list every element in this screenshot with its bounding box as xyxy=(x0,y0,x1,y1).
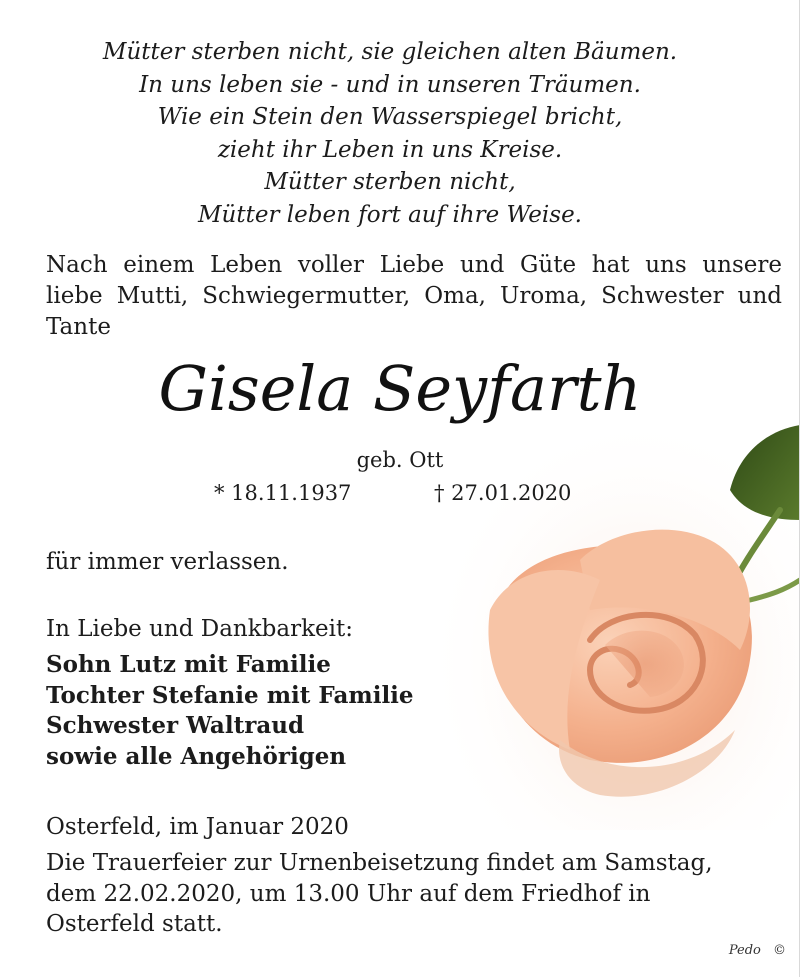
intro-line: Nach einem Leben voller Liebe und Güte hat uns unsere xyxy=(46,252,782,278)
family-member: Schwester Waltraud xyxy=(46,712,305,739)
birth-name: geb. Ott xyxy=(356,448,444,472)
verlassen-text: für immer verlassen. xyxy=(46,549,289,575)
dankbarkeit-text: In Liebe und Dankbarkeit: xyxy=(46,616,353,642)
rose-illustration xyxy=(440,410,800,830)
deceased-name-text: Gisela Seyfarth xyxy=(158,352,642,425)
death-date: † 27.01.2020 xyxy=(434,481,572,505)
poem-line: In uns leben sie - und in unseren Träumen. xyxy=(139,71,641,98)
ceremony-line: dem 22.02.2020, um 13.00 Uhr auf dem Friedhof in xyxy=(46,880,651,907)
deceased-name xyxy=(150,330,650,460)
family-member: sowie alle Angehörigen xyxy=(46,742,347,770)
poem-line: Wie ein Stein den Wasserspiegel bricht, xyxy=(157,104,623,130)
ceremony-line: Die Trauerfeier zur Urnenbeisetzung findet am Samstag, xyxy=(46,850,713,876)
footer xyxy=(729,943,786,969)
intro-line: Tante xyxy=(46,314,111,340)
birth-date: * 18.11.1937 xyxy=(214,481,352,505)
family-list xyxy=(46,650,414,772)
place-date: Osterfeld, im Januar 2020 xyxy=(46,814,349,840)
intro-line: liebe Mutti, Schwiegermutter, Oma, Uroma, Schwester und xyxy=(46,283,782,309)
family-member: Sohn Lutz mit Familie xyxy=(46,651,331,678)
copyright-icon: © xyxy=(773,943,786,958)
family-member: Tochter Stefanie mit Familie xyxy=(46,681,414,709)
poem xyxy=(60,36,720,231)
life-dates xyxy=(0,481,800,511)
poem-line: Mütter sterben nicht, xyxy=(264,169,516,195)
ceremony-text xyxy=(46,848,713,940)
poem-line: Mütter sterben nicht, sie gleichen alten Bäumen. xyxy=(102,39,678,65)
ceremony-line: Osterfeld statt. xyxy=(46,911,223,937)
artist-signature: Pedo xyxy=(728,943,761,958)
poem-line: Mütter leben fort auf ihre Weise. xyxy=(198,201,582,228)
poem-line: zieht ihr Leben in uns Kreise. xyxy=(217,136,563,163)
